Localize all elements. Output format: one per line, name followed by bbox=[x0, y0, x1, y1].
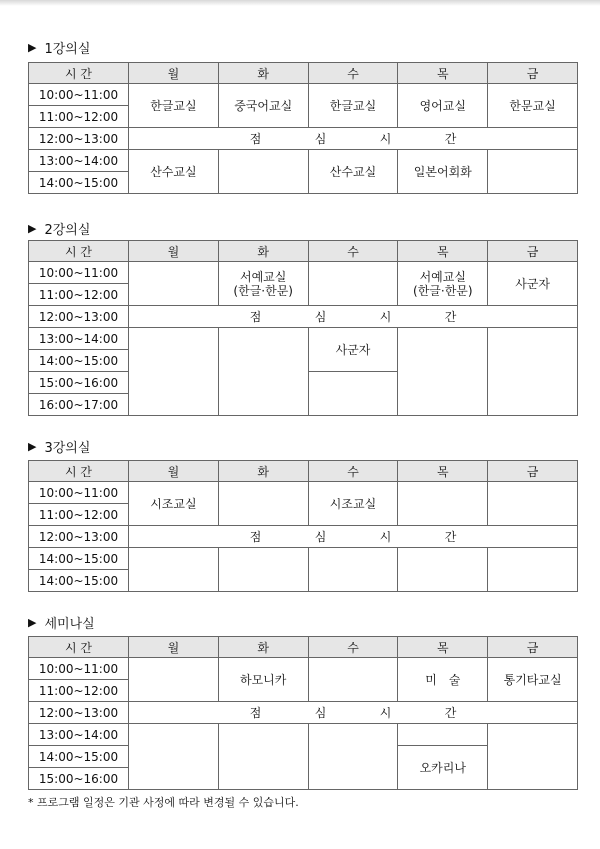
empty-cell bbox=[488, 548, 578, 592]
empty-cell bbox=[218, 548, 308, 592]
header-thu: 목 bbox=[398, 461, 488, 482]
time-slot: 14:00~15:00 bbox=[29, 350, 129, 372]
header-tue: 화 bbox=[218, 461, 308, 482]
time-slot: 10:00~11:00 bbox=[29, 658, 129, 680]
time-slot: 12:00~13:00 bbox=[29, 526, 129, 548]
empty-cell bbox=[218, 328, 308, 416]
empty-cell bbox=[488, 328, 578, 416]
time-slot: 12:00~13:00 bbox=[29, 702, 129, 724]
header-tue: 화 bbox=[218, 241, 308, 262]
lunch-row: 점 심 시 간 bbox=[129, 702, 578, 724]
room-title-text: 3강의실 bbox=[44, 441, 91, 456]
class-cell bbox=[129, 658, 219, 702]
triangle-icon: ▶ bbox=[28, 440, 37, 453]
room-2-schedule bbox=[28, 240, 578, 416]
room-3-schedule bbox=[28, 460, 578, 592]
header-fri: 금 bbox=[488, 241, 578, 262]
header-time: 시 간 bbox=[29, 637, 129, 658]
class-cell: 서예교실 (한글·한문) bbox=[398, 262, 488, 306]
time-slot: 11:00~12:00 bbox=[29, 504, 129, 526]
class-cell: 한문교실 bbox=[488, 84, 578, 128]
header-thu: 목 bbox=[398, 637, 488, 658]
room-title-text: 1강의실 bbox=[44, 42, 91, 57]
class-cell: 중국어교실 bbox=[218, 84, 308, 128]
seminar-room-schedule bbox=[28, 636, 578, 790]
empty-cell bbox=[218, 724, 308, 790]
time-slot: 14:00~15:00 bbox=[29, 570, 129, 592]
time-slot: 13:00~14:00 bbox=[29, 150, 129, 172]
triangle-icon: ▶ bbox=[28, 222, 37, 235]
time-slot: 10:00~11:00 bbox=[29, 482, 129, 504]
header-fri: 금 bbox=[488, 637, 578, 658]
empty-cell bbox=[129, 724, 219, 790]
class-cell: 한글교실 bbox=[129, 84, 219, 128]
empty-cell bbox=[308, 724, 398, 790]
header-tue: 화 bbox=[218, 63, 308, 84]
time-slot: 12:00~13:00 bbox=[29, 128, 129, 150]
room-title-text: 2강의실 bbox=[44, 223, 91, 238]
room-1-schedule bbox=[28, 62, 578, 194]
empty-cell bbox=[398, 328, 488, 416]
class-cell: 통기타교실 bbox=[488, 658, 578, 702]
class-cell: 한글교실 bbox=[308, 84, 398, 128]
time-slot: 13:00~14:00 bbox=[29, 328, 129, 350]
time-slot: 14:00~15:00 bbox=[29, 548, 129, 570]
empty-cell bbox=[308, 548, 398, 592]
time-slot: 10:00~11:00 bbox=[29, 84, 129, 106]
header-mon: 월 bbox=[129, 637, 219, 658]
class-cell: 사군자 bbox=[308, 328, 398, 372]
class-cell bbox=[218, 150, 308, 194]
class-cell: 오카리나 bbox=[398, 746, 488, 790]
room-title-text: 세미나실 bbox=[44, 617, 95, 632]
time-slot: 15:00~16:00 bbox=[29, 768, 129, 790]
room-2-title bbox=[28, 219, 90, 238]
empty-cell bbox=[398, 548, 488, 592]
top-shadow bbox=[0, 0, 600, 6]
class-cell bbox=[308, 658, 398, 702]
header-mon: 월 bbox=[129, 63, 219, 84]
header-tue: 화 bbox=[218, 637, 308, 658]
header-thu: 목 bbox=[398, 241, 488, 262]
header-wed: 수 bbox=[308, 461, 398, 482]
header-time: 시 간 bbox=[29, 241, 129, 262]
class-cell bbox=[129, 262, 219, 306]
class-cell: 일본어회화 bbox=[398, 150, 488, 194]
header-wed: 수 bbox=[308, 63, 398, 84]
room-1-title bbox=[28, 38, 90, 57]
empty-cell bbox=[488, 724, 578, 790]
lunch-row: 점 심 시 간 bbox=[129, 526, 578, 548]
time-slot: 15:00~16:00 bbox=[29, 372, 129, 394]
header-fri: 금 bbox=[488, 63, 578, 84]
class-cell: 하모니카 bbox=[218, 658, 308, 702]
class-cell: 산수교실 bbox=[308, 150, 398, 194]
class-cell bbox=[308, 262, 398, 306]
lunch-row: 점 심 시 간 bbox=[129, 128, 578, 150]
header-wed: 수 bbox=[308, 637, 398, 658]
time-slot: 13:00~14:00 bbox=[29, 724, 129, 746]
class-cell: 시조교실 bbox=[129, 482, 219, 526]
schedule-note: * 프로그램 일정은 기관 사정에 따라 변경될 수 있습니다. bbox=[28, 796, 299, 809]
lunch-row: 점 심 시 간 bbox=[129, 306, 578, 328]
header-mon: 월 bbox=[129, 461, 219, 482]
time-slot: 14:00~15:00 bbox=[29, 172, 129, 194]
class-cell: 서예교실 (한글·한문) bbox=[218, 262, 308, 306]
empty-cell bbox=[308, 372, 398, 416]
header-time: 시 간 bbox=[29, 461, 129, 482]
class-cell bbox=[488, 150, 578, 194]
time-slot: 11:00~12:00 bbox=[29, 106, 129, 128]
header-thu: 목 bbox=[398, 63, 488, 84]
class-cell: 영어교실 bbox=[398, 84, 488, 128]
class-cell: 산수교실 bbox=[129, 150, 219, 194]
header-mon: 월 bbox=[129, 241, 219, 262]
class-cell bbox=[488, 482, 578, 526]
class-cell bbox=[218, 482, 308, 526]
time-slot: 11:00~12:00 bbox=[29, 680, 129, 702]
empty-cell bbox=[129, 548, 219, 592]
header-fri: 금 bbox=[488, 461, 578, 482]
header-wed: 수 bbox=[308, 241, 398, 262]
time-slot: 16:00~17:00 bbox=[29, 394, 129, 416]
class-cell bbox=[398, 482, 488, 526]
time-slot: 10:00~11:00 bbox=[29, 262, 129, 284]
header-time: 시 간 bbox=[29, 63, 129, 84]
seminar-room-title bbox=[28, 613, 95, 632]
triangle-icon: ▶ bbox=[28, 41, 37, 54]
time-slot: 12:00~13:00 bbox=[29, 306, 129, 328]
empty-cell bbox=[398, 724, 488, 746]
empty-cell bbox=[129, 328, 219, 416]
class-cell: 미 술 bbox=[398, 658, 488, 702]
time-slot: 14:00~15:00 bbox=[29, 746, 129, 768]
triangle-icon: ▶ bbox=[28, 616, 37, 629]
class-cell: 시조교실 bbox=[308, 482, 398, 526]
time-slot: 11:00~12:00 bbox=[29, 284, 129, 306]
class-cell: 사군자 bbox=[488, 262, 578, 306]
room-3-title bbox=[28, 437, 90, 456]
